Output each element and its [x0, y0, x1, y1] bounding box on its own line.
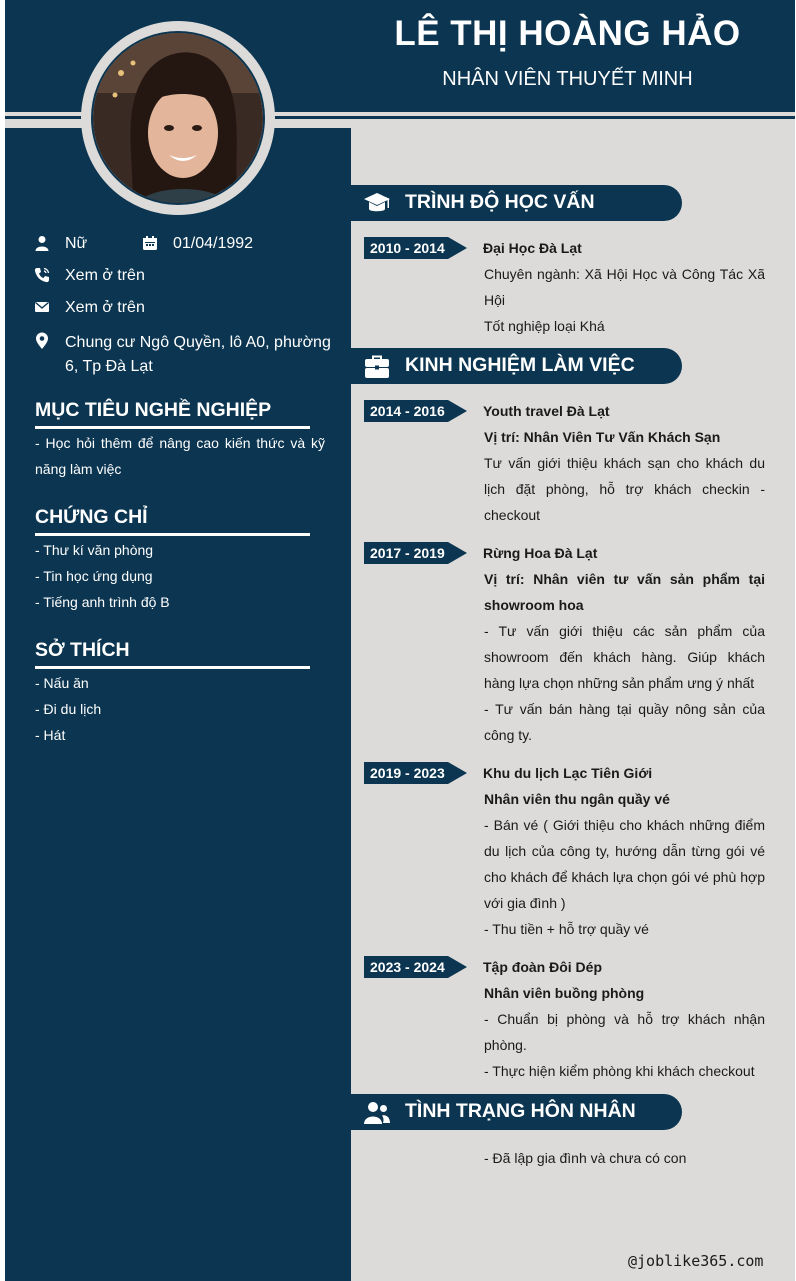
graduation-cap-icon: [363, 191, 391, 217]
job-title: NHÂN VIÊN THUYẾT MINH: [442, 68, 693, 90]
watermark: @joblike365.com: [628, 1252, 764, 1270]
calendar-icon: [142, 235, 158, 251]
job-role: Vị trí: Nhân viên tư vấn sản phẩm tại showroom hoa: [484, 571, 765, 613]
envelope-icon: [34, 299, 50, 315]
map-pin-icon: [34, 332, 50, 348]
certificates-list: [35, 537, 325, 615]
objective-text: - Học hỏi thêm để nâng cao kiến thức và kỹ năng làm việc: [35, 435, 325, 477]
job-detail: - Thực hiện kiểm phòng khi khách checkout: [484, 1063, 755, 1079]
objective-divider: [35, 426, 310, 429]
job-detail: - Bán vé ( Giới thiệu cho khách những điểm du lịch của công ty, hướng dẫn từng gói vé cho khách để khách lựa chọn gói vé phù hợp với gia đình ): [484, 817, 765, 911]
phone-icon: [34, 267, 50, 283]
company-name: Tập đoàn Đôi Dép: [483, 959, 602, 975]
cv-page: [5, 0, 795, 1281]
objective-title: MỤC TIÊU NGHỀ NGHIỆP: [35, 399, 272, 421]
birthdate-value: 01/04/1992: [173, 235, 254, 252]
address-value: Chung cư Ngô Quyền, lô A0, phường 6, Tp Đà Lạt: [65, 334, 331, 375]
job-entry: [484, 398, 765, 528]
job-role: Vị trí: Nhân Viên Tư Vấn Khách Sạn: [484, 429, 721, 445]
list-item: - Tiếng anh trình độ B: [35, 594, 170, 610]
company-name: Rừng Hoa Đà Lạt: [483, 545, 598, 561]
education-period: 2010 - 2014: [370, 240, 445, 256]
education-title: TRÌNH ĐỘ HỌC VẤN: [405, 191, 595, 213]
job-entry: [484, 954, 765, 1084]
company-name: Khu du lịch Lạc Tiên Giới: [483, 765, 653, 781]
job-entry: [484, 760, 765, 942]
education-result: Tốt nghiệp loại Khá: [484, 318, 605, 334]
marital-entry: [484, 1145, 765, 1171]
education-major: Chuyên ngành: Xã Hội Học và Công Tác Xã Hội: [484, 266, 765, 308]
job-entry: [484, 540, 765, 748]
education-period-tag: [364, 237, 467, 259]
job-role: Nhân viên thu ngân quầy vé: [484, 791, 670, 807]
experience-banner: [351, 348, 682, 384]
job-detail: Tư vấn giới thiệu khách sạn cho khách du lịch đặt phòng, hỗ trợ khách checkin - checkout: [484, 455, 765, 523]
email-value: Xem ở trên: [65, 299, 145, 316]
certificates-title: CHỨNG CHỈ: [35, 506, 148, 528]
job-period-tag: [364, 542, 467, 564]
list-item: - Thư kí văn phòng: [35, 542, 154, 558]
marital-title: TÌNH TRẠNG HÔN NHÂN: [405, 1100, 636, 1122]
job-detail: - Tư vấn bán hàng tại quầy nông sản của công ty.: [484, 701, 765, 743]
gender-value: Nữ: [65, 235, 88, 252]
job-period-tag: [364, 400, 467, 422]
hobbies-divider: [35, 666, 310, 669]
education-banner: [351, 185, 682, 221]
list-item: - Đi du lịch: [35, 701, 102, 717]
job-period-tag: [364, 762, 467, 784]
job-period: 2019 - 2023: [370, 765, 445, 781]
hobbies-title: SỞ THÍCH: [35, 639, 130, 661]
education-entry: [484, 235, 765, 339]
job-period-tag: [364, 956, 467, 978]
job-detail: - Chuẩn bị phòng và hỗ trợ khách nhận phòng.: [484, 1011, 765, 1053]
job-period: 2014 - 2016: [370, 403, 445, 419]
list-item: - Hát: [35, 727, 66, 743]
candidate-name: LÊ THỊ HOÀNG HẢO: [394, 14, 741, 53]
phone-value: Xem ở trên: [65, 267, 145, 284]
job-detail: - Tư vấn giới thiệu các sản phẩm của showroom đến khách hàng. Giúp khách hàng lựa chọn những sản phẩm ưng ý nhất: [484, 623, 765, 691]
experience-title: KINH NGHIỆM LÀM VIỆC: [405, 354, 635, 376]
company-name: Youth travel Đà Lạt: [483, 403, 610, 419]
marital-status: - Đã lập gia đình và chưa có con: [484, 1150, 687, 1166]
certificates-divider: [35, 533, 310, 536]
marital-banner: [351, 1094, 682, 1130]
job-detail: - Thu tiền + hỗ trợ quầy vé: [484, 921, 649, 937]
list-item: - Tin học ứng dụng: [35, 568, 153, 584]
job-period: 2017 - 2019: [370, 545, 445, 561]
profile-photo: [91, 31, 265, 205]
list-item: - Nấu ăn: [35, 675, 89, 691]
users-icon: [363, 1100, 391, 1126]
briefcase-icon: [363, 354, 391, 380]
school-name: Đại Học Đà Lạt: [483, 240, 582, 256]
job-role: Nhân viên buồng phòng: [484, 985, 645, 1001]
hobbies-list: [35, 670, 325, 748]
job-period: 2023 - 2024: [370, 959, 445, 975]
user-icon: [34, 235, 50, 251]
